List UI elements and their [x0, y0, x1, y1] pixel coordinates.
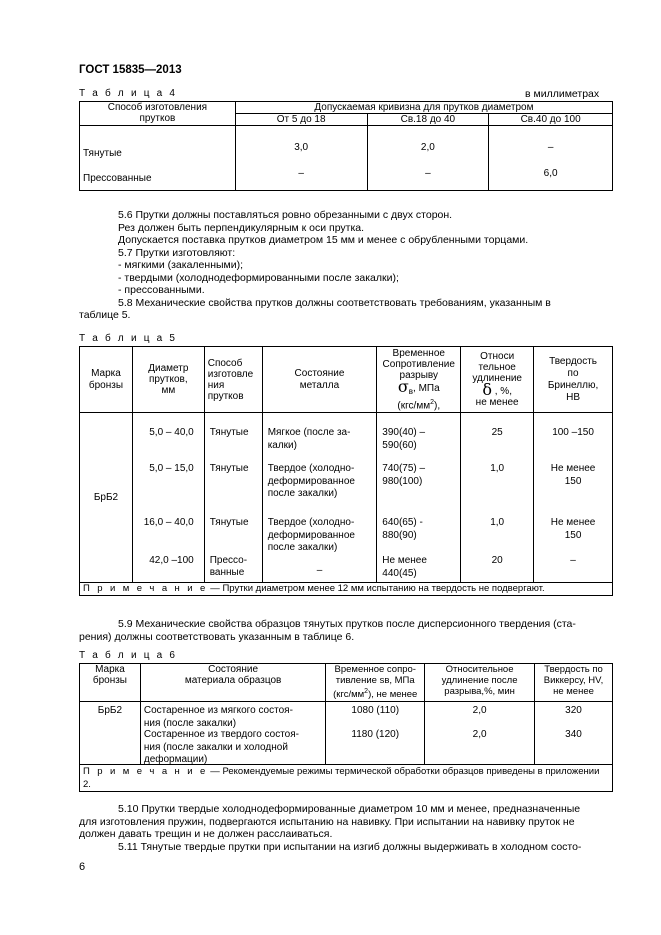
delta-symbol: δ — [482, 380, 492, 399]
table6-r1-state-l1: Состаренное из мягкого состоя- — [143, 705, 293, 716]
table6-h-strength-l1: Временное сопро- — [334, 664, 416, 675]
table6-h-strength-sup: 2 — [364, 688, 369, 695]
table5-h-strength-l2: Сопротивление — [382, 358, 455, 370]
table6-h-elong-l3: разрыва,%, мин — [444, 686, 515, 697]
table4-sub-3: Св.40 до 100 — [489, 114, 613, 126]
strength-unit2-end: ), — [433, 400, 441, 412]
table5-col-diam — [132, 413, 204, 583]
table5-r1-method: Тянутые — [209, 427, 249, 438]
text-block-2 — [79, 618, 614, 643]
table5-h-strength-unit2 — [378, 397, 459, 411]
strength-unit: , МПа — [413, 382, 440, 394]
table5-col-method — [204, 413, 262, 583]
table5-h-elong-l1: Относи — [480, 351, 515, 362]
sigma-sub: в — [408, 386, 414, 396]
table6-h-strength-l3a: (кгс/мм — [333, 689, 365, 701]
table5-r4-diam: 42,0 –100 — [149, 555, 194, 566]
table5-h-elong-min: не менее — [475, 397, 519, 408]
table4-col3 — [489, 126, 613, 191]
table5-h-strength-l3: разрыву — [399, 369, 438, 381]
table6-col-strength — [326, 702, 425, 765]
table4-sub-1: От 5 до 18 — [235, 114, 367, 126]
table5-r3-state-l1: Твердое (холодно- — [267, 517, 355, 528]
table5-r3-hard-l2: 150 — [564, 529, 582, 541]
table4-row-names — [80, 126, 236, 191]
para-5-6: 5.6 Прутки должны поставляться ровно обрезанными с двух сторон. — [118, 209, 453, 221]
table6-h-elong-l1: Относительное — [445, 664, 514, 675]
table6-r2-strength: 1180 (120) — [351, 729, 400, 740]
table6-note — [80, 765, 613, 792]
table6 — [79, 663, 613, 792]
table6-r2-state — [144, 729, 299, 767]
table5-note-text: — Прутки диаметром менее 12 мм испытанию на твердость не подвергают. — [207, 583, 545, 594]
table5-h-state — [262, 347, 377, 413]
para-5-9-cont: рения) должны соответствовать указанным в таблице 6. — [79, 630, 355, 643]
table6-h-state-l2: материала образцов — [184, 675, 282, 686]
table6-note-text: — Рекомендуемые режимы термической обработки образцов приведены в приложении 2. — [83, 766, 600, 790]
table5-r2-state — [268, 463, 355, 501]
table5-r3-strength-l2: 880(90) — [382, 529, 417, 541]
table5-r2-strength-l1: 740(75) – — [382, 463, 426, 474]
table5-r2-diam: 5,0 – 15,0 — [149, 463, 194, 474]
table5-mark: БрБ2 — [80, 413, 133, 583]
table5-h-method-l3: ния — [207, 379, 225, 391]
table5-r4-strength-l2: 440(45) — [382, 567, 417, 579]
table5-h-hard-l4: НВ — [566, 391, 580, 403]
table6-note-label: П р и м е ч а н и е — [83, 766, 208, 777]
table5-r3-state-l2: деформированное — [267, 529, 355, 541]
table5-col-hard — [534, 413, 613, 583]
para-allowed: Допускается поставка прутков диаметром 15 мм и менее с обрубленными торцами. — [118, 234, 529, 246]
table5-h-diam — [132, 347, 204, 413]
table4-r2-c3: 6,0 — [543, 168, 558, 179]
table5 — [79, 346, 613, 596]
table5-r1-state-l2: калки) — [267, 439, 297, 451]
table4 — [79, 101, 613, 191]
table6-r1-strength: 1080 (110) — [351, 705, 400, 716]
table6-h-hard-l2: Виккерсу, HV, — [543, 675, 604, 686]
para-5-10-cont1: для изготовления пружин, подвергаются испытанию на навивку. При испытании на навивку пруток не — [79, 815, 575, 828]
table5-r1-hard: 100 –150 — [552, 427, 594, 438]
table5-h-mark-l1: Марка — [91, 367, 121, 379]
table5-r1-strength — [382, 427, 425, 452]
table5-r1-elong: 25 — [491, 427, 503, 438]
table5-r2-state-l1: Твердое (холодно- — [267, 463, 355, 474]
table4-r2-c2: – — [425, 168, 431, 179]
table4-col1 — [235, 126, 367, 191]
table5-r3-state-l3: после закалки) — [267, 542, 338, 553]
table6-h-state-l1: Состояние — [208, 664, 259, 675]
table4-header-method-l1: Способ изготовления — [107, 102, 208, 113]
table5-h-state-l1: Состояние — [294, 367, 345, 379]
elong-unit: , %, — [491, 386, 512, 397]
table6-h-hard-l1: Твердость по — [544, 664, 603, 675]
table5-h-diam-l2: прутков, — [149, 374, 188, 385]
table5-h-mark-l2: бронзы — [88, 379, 124, 391]
table4-units: в миллиметрах — [525, 88, 600, 100]
table5-r4-hard: – — [570, 555, 576, 566]
table6-h-mark-l1: Марка — [95, 664, 125, 675]
table5-h-method-l4: прутков — [207, 390, 244, 402]
table5-h-strength-l1: Временное — [392, 347, 445, 359]
table6-r1-hard: 320 — [565, 705, 582, 716]
table5-r2-strength — [382, 463, 425, 488]
table5-h-strength-sym-line — [378, 376, 459, 397]
table4-r1-c3: – — [547, 142, 554, 153]
table5-r3-diam: 16,0 – 40,0 — [143, 517, 194, 528]
table5-r1-state — [268, 427, 351, 452]
table5-r3-hard-l1: Не менее — [550, 517, 596, 528]
table4-header-curvature: Допускаемая кривизна для прутков диаметром — [235, 102, 612, 114]
table5-h-elong-l3: удлинение — [472, 373, 522, 384]
para-cut: Рез должен быть перпендикулярным к оси прутка. — [118, 221, 365, 234]
table6-r1-elong: 2,0 — [472, 705, 487, 716]
page-number: 6 — [79, 861, 86, 873]
table6-r2-state-l1: Состаренное из твердого состоя- — [143, 729, 299, 740]
list-pressed: - прессованными. — [118, 284, 205, 296]
table6-col-elong — [425, 702, 535, 765]
table6-r2-hard: 340 — [565, 729, 582, 740]
table4-row1-name: Тянутые — [83, 148, 122, 159]
table6-h-hard-l3: не менее — [553, 686, 594, 697]
table5-r4-strength — [382, 555, 427, 580]
table6-r2-elong: 2,0 — [472, 729, 487, 740]
table6-h-state — [140, 664, 325, 702]
table6-h-mark — [80, 664, 141, 702]
table6-h-mark-l2: бронзы — [92, 675, 127, 686]
para-5-10-cont2: должен давать трещин и не должен расслаиваться. — [79, 828, 333, 840]
table5-h-mark — [80, 347, 133, 413]
table6-h-strength-l3b: ), не менее — [368, 689, 418, 701]
para-5-9: 5.9 Механические свойства образцов тянутых прутков после дисперсионного твердения (ста- — [118, 618, 576, 630]
table5-r2-state-l2: деформированное — [267, 475, 355, 487]
para-5-10: 5.10 Прутки твердые холоднодеформированные диаметром 10 мм и менее, предназначенные — [118, 803, 581, 815]
table4-sub-2: Св.18 до 40 — [367, 114, 489, 126]
table4-row2-name: Прессованные — [83, 173, 152, 184]
table5-h-hard — [534, 347, 613, 413]
text-block-3 — [79, 803, 614, 853]
table5-r4-method-l2: ванные — [209, 567, 245, 578]
strength-unit2-sup: 2 — [430, 398, 434, 406]
table6-r2-state-l3: деформации) — [143, 754, 208, 765]
table5-r1-strength-l1: 390(40) – — [382, 427, 426, 438]
table4-r1-c1: 3,0 — [294, 142, 309, 153]
table5-r2-hard — [534, 463, 612, 488]
list-hard: - твердыми (холоднодеформированными после закалки); — [118, 271, 399, 284]
table5-col-elong — [461, 413, 534, 583]
list-soft: - мягкими (закаленными); — [118, 259, 244, 271]
table5-h-elong — [461, 347, 534, 413]
table5-h-hard-l1: Твердость — [549, 355, 598, 367]
table5-r3-method: Тянутые — [209, 517, 249, 528]
table5-h-diam-l3: мм — [161, 385, 176, 396]
table6-r1-state — [144, 705, 293, 730]
table5-h-diam-l1: Диаметр — [148, 363, 189, 374]
para-5-7: 5.7 Прутки изготовляют: — [118, 246, 236, 259]
table6-col-hard — [535, 702, 613, 765]
table5-col-state — [262, 413, 377, 583]
table5-h-method-l1: Способ — [207, 357, 243, 369]
table6-h-strength — [326, 664, 425, 702]
sigma-symbol: σ — [397, 376, 409, 396]
table5-r2-method: Тянутые — [209, 463, 249, 474]
table5-r3-state — [268, 517, 355, 555]
strength-unit2-a: (кгс/мм — [397, 400, 431, 412]
table5-r4-state: – — [316, 565, 323, 576]
table5-r3-strength — [382, 517, 423, 542]
table6-h-elong-l2: удлинение после — [441, 675, 518, 686]
table5-h-strength — [377, 347, 461, 413]
table5-col-strength — [377, 413, 461, 583]
table5-r2-strength-l2: 980(100) — [382, 475, 423, 487]
table6-h-elong — [425, 664, 535, 702]
table4-r1-c2: 2,0 — [420, 142, 435, 153]
table5-note — [80, 583, 613, 596]
para-5-8: 5.8 Механические свойства прутков должны соответствовать требованиям, указанным в — [118, 296, 551, 309]
table5-h-method — [204, 347, 262, 413]
table6-caption: Т а б л и ц а 6 — [79, 650, 178, 661]
table5-h-hard-l3: Бринеллю, — [547, 379, 599, 391]
table5-r1-strength-l2: 590(60) — [382, 439, 417, 451]
para-5-11: 5.11 Тянутые твердые прутки при испытании на изгиб должны выдерживать в холодном состо- — [118, 840, 582, 853]
table6-col-state — [140, 702, 325, 765]
table5-h-hard-l2: по — [567, 367, 579, 379]
table5-r2-state-l3: после закалки) — [267, 488, 338, 499]
document-header: ГОСТ 15835—2013 — [79, 64, 182, 76]
table5-r3-hard — [534, 517, 612, 542]
table5-r3-elong: 1,0 — [490, 517, 505, 528]
table5-h-elong-sym-line — [464, 380, 530, 399]
table5-note-label: П р и м е ч а н и е — [83, 583, 208, 594]
table5-r1-state-l1: Мягкое (после за- — [267, 427, 351, 438]
table5-r2-hard-l2: 150 — [564, 475, 582, 487]
table4-caption: Т а б л и ц а 4 — [79, 88, 178, 99]
table5-r4-method-l1: Прессо- — [209, 555, 248, 566]
table5-caption: Т а б л и ц а 5 — [79, 333, 178, 344]
table5-r1-diam: 5,0 – 40,0 — [149, 427, 194, 438]
table6-r2-state-l2: ния (после закалки и холодной — [143, 741, 288, 753]
table6-h-hard — [535, 664, 613, 702]
table5-r4-strength-l1: Не менее — [382, 555, 427, 566]
table5-h-state-l2: металла — [299, 379, 340, 391]
table5-r4-method — [210, 555, 247, 579]
table5-r2-elong: 1,0 — [490, 463, 505, 474]
para-5-8-cont: таблице 5. — [79, 309, 131, 321]
table6-h-strength-l3 — [327, 686, 423, 700]
table5-r2-hard-l1: Не менее — [550, 463, 596, 474]
table4-header-method-l2: прутков — [139, 113, 176, 124]
table6-r1-state-l2: ния (после закалки) — [143, 717, 237, 729]
table4-col2 — [367, 126, 489, 191]
table6-h-strength-l2: тивление sв, МПа — [335, 675, 415, 686]
table5-r4-elong: 20 — [491, 555, 503, 566]
table5-h-elong-l2: тельное — [478, 362, 516, 373]
table6-mark: БрБ2 — [80, 702, 141, 765]
text-block-1 — [79, 209, 614, 322]
table4-header-method — [80, 102, 236, 126]
table5-r3-strength-l1: 640(65) - — [382, 517, 423, 528]
table4-r2-c1: – — [298, 168, 304, 179]
table5-h-method-l2: изготовле — [207, 368, 254, 380]
